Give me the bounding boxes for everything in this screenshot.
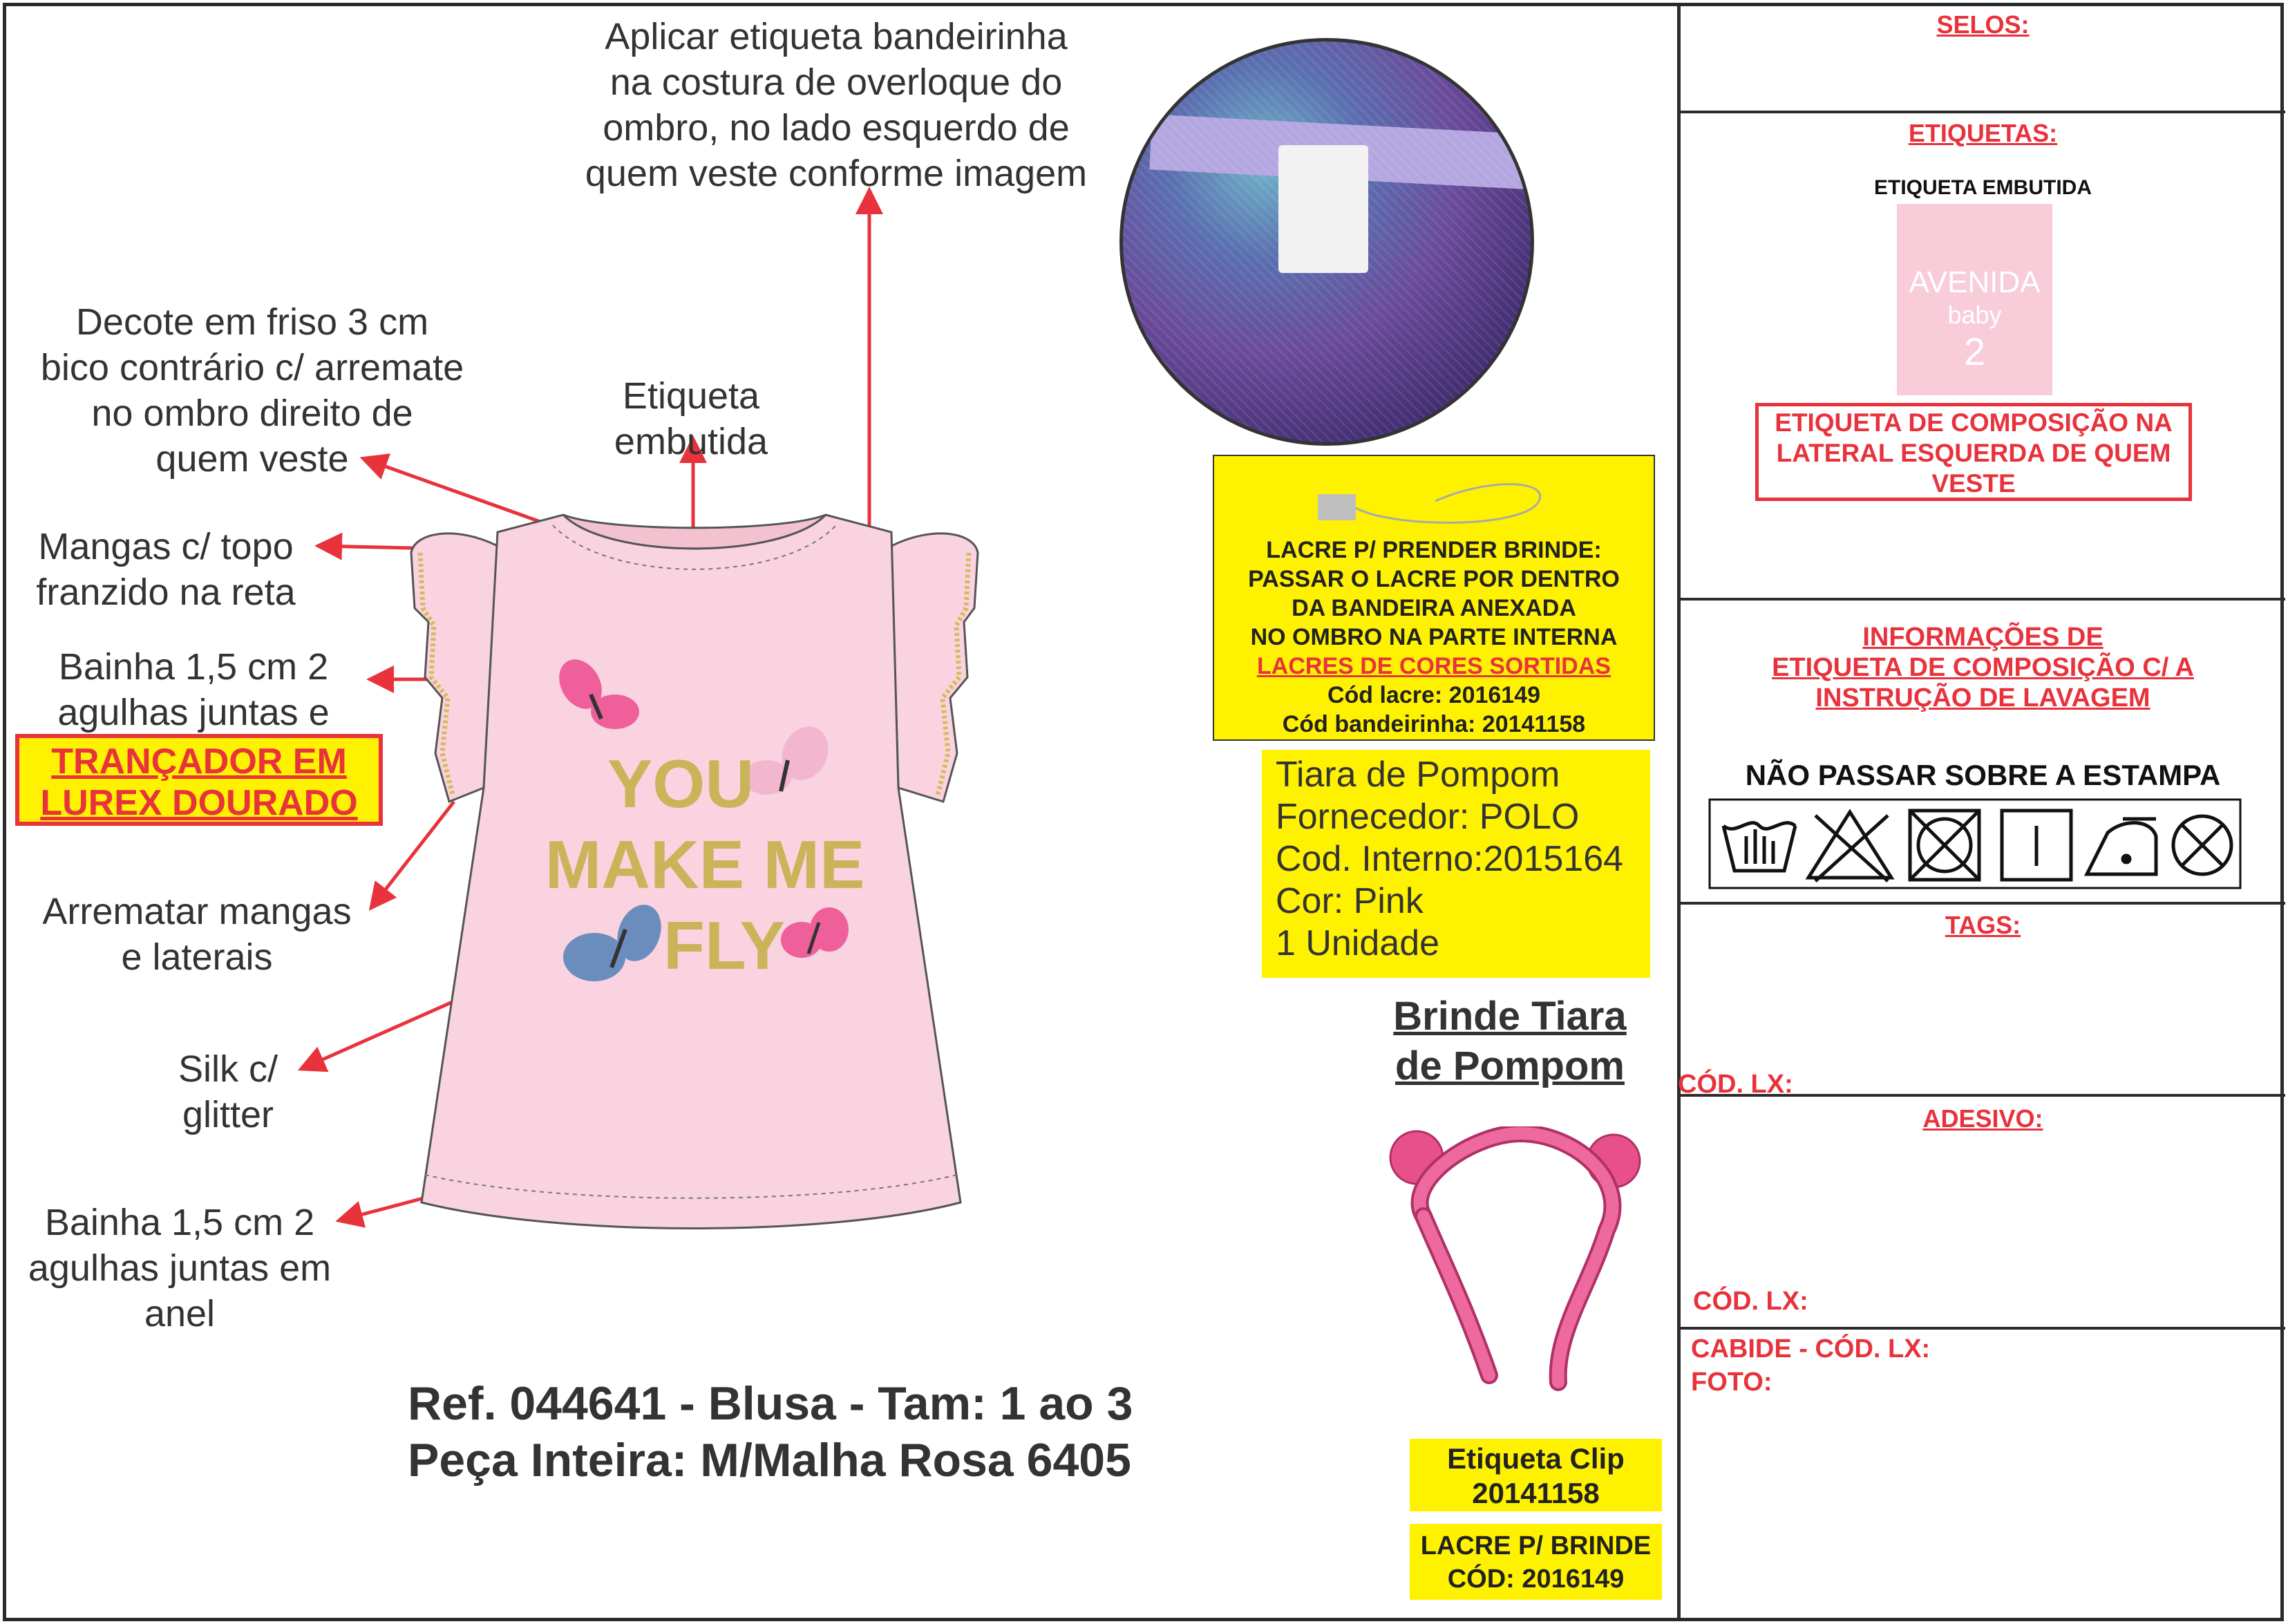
note-line: Aplicar etiqueta bandeirinha xyxy=(605,16,1068,57)
note-line: Decote em friso 3 cm xyxy=(75,301,429,343)
print-line-you: YOU xyxy=(607,746,755,822)
nao-passar-label: NÃO PASSAR SOBRE A ESTAMPA xyxy=(1745,759,2221,791)
note-line: Mangas c/ topo xyxy=(38,526,294,567)
trancador-badge xyxy=(15,734,383,826)
lacre-line: NO OMBRO NA PARTE INTERNA xyxy=(1250,624,1618,650)
lacre-line: LACRE P/ PRENDER BRINDE: xyxy=(1266,537,1602,563)
informacoes-heading xyxy=(1681,622,2285,713)
note-mangas xyxy=(14,524,318,615)
label-photo xyxy=(1119,38,1534,446)
note-line: Bainha 1,5 cm 2 xyxy=(58,646,329,688)
lacre-instruction-box xyxy=(1213,455,1655,741)
note-bainha-manga xyxy=(21,644,366,735)
tiara-info-line: 1 Unidade xyxy=(1276,923,1440,963)
etiqueta-clip-code: 20141158 xyxy=(1472,1477,1600,1509)
informacoes-line: INFORMAÇÕES DE xyxy=(1862,623,2103,652)
informacoes-line: INSTRUÇÃO DE LAVAGEM xyxy=(1815,683,2150,712)
lacre-brinde-box xyxy=(1410,1524,1662,1600)
note-line: na costura de overloque do xyxy=(609,62,1063,103)
lacre-colors-line: LACRES DE CORES SORTIDAS xyxy=(1257,653,1611,679)
note-line: e laterais xyxy=(121,936,273,978)
composicao-box xyxy=(1755,403,2192,501)
photo-mesh xyxy=(1123,41,1534,446)
etiquetas-heading: ETIQUETAS: xyxy=(1908,119,2058,147)
foto-label: FOTO: xyxy=(1691,1368,1772,1397)
tiara-info-box xyxy=(1262,750,1650,978)
note-line: no ombro direito de xyxy=(91,393,413,434)
brand-name: AVENIDA xyxy=(1909,265,2041,299)
print-line-fly: FLY xyxy=(663,907,786,983)
cabide-label: CABIDE - CÓD. LX: xyxy=(1691,1334,1931,1363)
note-line: anel xyxy=(144,1293,216,1334)
note-line: Etiqueta xyxy=(622,375,760,417)
etiqueta-clip-label: Etiqueta Clip xyxy=(1447,1442,1625,1475)
badge-line: LUREX DOURADO xyxy=(40,783,358,823)
composicao-line: LATERAL ESQUERDA DE QUEM xyxy=(1776,439,2171,467)
note-aplicar-etiqueta xyxy=(553,14,1119,196)
brinde-title-line: Brinde Tiara xyxy=(1393,994,1627,1039)
print-line-make-me: MAKE ME xyxy=(545,827,865,903)
note-line: quem veste xyxy=(155,438,349,480)
right-sleeve xyxy=(891,534,978,802)
etiqueta-clip-box xyxy=(1410,1439,1662,1511)
note-line: bico contrário c/ arremate xyxy=(40,347,464,388)
note-silk xyxy=(138,1046,318,1137)
tags-heading: TAGS: xyxy=(1945,911,2021,939)
tiara-info-line: Fornecedor: POLO xyxy=(1276,797,1580,837)
headband-icon xyxy=(1382,1126,1652,1396)
lacre-brinde-label: LACRE P/ BRINDE xyxy=(1420,1531,1652,1560)
note-line: agulhas juntas em xyxy=(28,1247,332,1289)
note-line: Arrematar mangas xyxy=(42,891,352,932)
informacoes-line: ETIQUETA DE COMPOSIÇÃO C/ A xyxy=(1772,653,2194,682)
lacre-line: PASSAR O LACRE POR DENTRO xyxy=(1248,566,1620,592)
note-line: quem veste conforme imagem xyxy=(585,153,1088,194)
note-line: Bainha 1,5 cm 2 xyxy=(44,1202,315,1243)
note-arrematar xyxy=(21,889,373,980)
lacre-code: Cód lacre: 2016149 xyxy=(1327,682,1541,708)
brand-sub: baby xyxy=(1947,301,2002,329)
tags-cod-lx: CÓD. LX: xyxy=(1678,1070,1793,1099)
note-line: Silk c/ xyxy=(178,1048,278,1090)
note-line: embutida xyxy=(614,421,768,462)
note-line: agulhas juntas e xyxy=(57,692,330,733)
brand-size: 2 xyxy=(1963,330,1986,373)
lacre-tag-icon xyxy=(1318,494,1356,520)
selos-heading: SELOS: xyxy=(1936,10,2030,39)
brinde-title xyxy=(1354,992,1665,1091)
lacre-text xyxy=(1214,536,1654,739)
lacre-cord-icon xyxy=(1352,473,1560,536)
composicao-line: ETIQUETA DE COMPOSIÇÃO NA xyxy=(1775,408,2173,437)
etiqueta-embutida-label: ETIQUETA EMBUTIDA xyxy=(1874,176,2092,199)
brinde-title-line: de Pompom xyxy=(1395,1044,1625,1088)
lacre-line: DA BANDEIRA ANEXADA xyxy=(1292,595,1576,621)
tiara-info-line: Cod. Interno:2015164 xyxy=(1276,839,1624,879)
material-line: Peça Inteira: M/Malha Rosa 6405 xyxy=(408,1434,1131,1486)
adesivo-heading: ADESIVO: xyxy=(1922,1104,2043,1133)
composicao-line: VESTE xyxy=(1931,469,2016,498)
reference-line: Ref. 044641 - Blusa - Tam: 1 ao 3 xyxy=(408,1377,1133,1430)
badge-line: TRANÇADOR EM xyxy=(51,742,347,782)
note-decote xyxy=(14,299,491,482)
note-line: ombro, no lado esquerdo de xyxy=(603,107,1070,149)
note-bainha-barra xyxy=(7,1200,352,1337)
note-line: franzido na reta xyxy=(36,572,296,613)
tiara-info-line: Cor: Pink xyxy=(1276,881,1424,921)
cabide-block xyxy=(1691,1332,1930,1399)
care-symbols-strip xyxy=(1708,798,2242,889)
adesivo-cod-lx: CÓD. LX: xyxy=(1693,1287,1808,1316)
lacre-brinde-code: CÓD: 2016149 xyxy=(1447,1565,1625,1594)
bandeirinha-code: Cód bandeirinha: 20141158 xyxy=(1282,711,1586,737)
shirt-illustration xyxy=(408,504,995,1251)
reference-block xyxy=(408,1375,1133,1489)
note-line: glitter xyxy=(182,1094,274,1135)
tiara-info-line: Tiara de Pompom xyxy=(1276,755,1560,795)
note-etiqueta-embutida xyxy=(580,373,802,464)
brand-label xyxy=(1897,204,2052,395)
